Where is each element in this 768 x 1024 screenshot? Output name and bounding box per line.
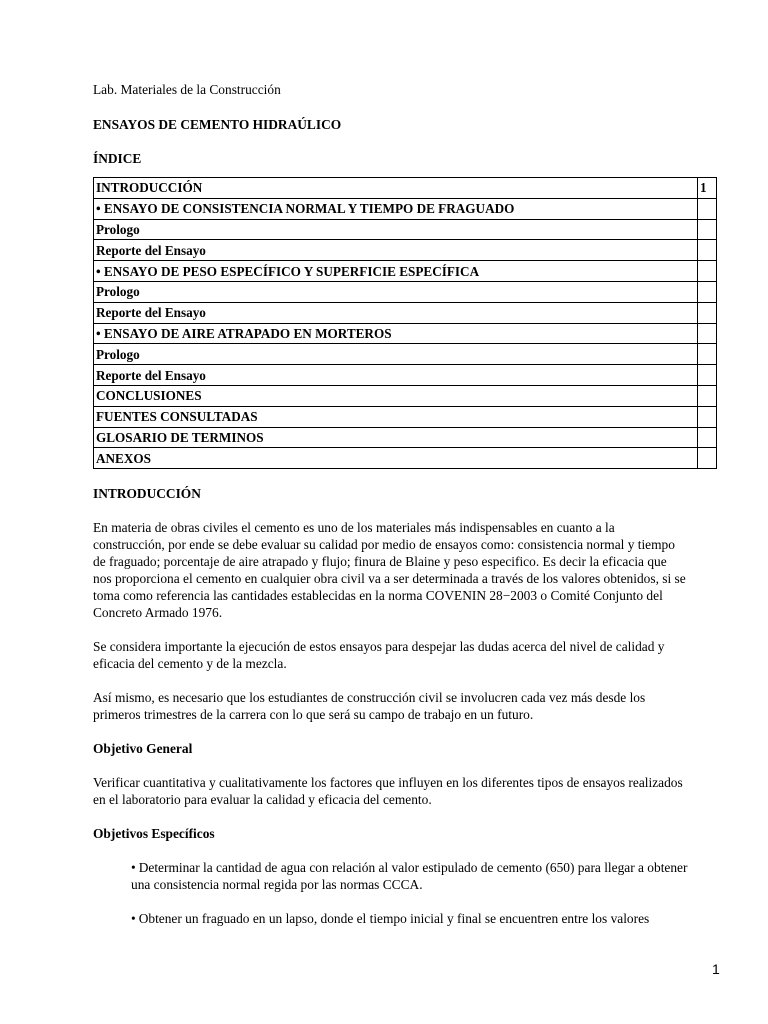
toc-entry-page (698, 281, 717, 302)
list-item (131, 859, 723, 893)
toc-row (94, 385, 717, 406)
specific-objectives-list (93, 859, 723, 927)
toc-row (94, 406, 717, 427)
list-item (131, 910, 723, 927)
toc-entry-page (698, 198, 717, 219)
toc-row (94, 178, 717, 199)
toc-row (94, 219, 717, 240)
toc-entry-page (698, 427, 717, 448)
text-line: nos proporciona el cemento en cualquier obra civil va a ser determinada a través de los valores obtenidos, si se (93, 571, 686, 587)
text-line: primeros trimestres de la carrera con lo que será su campo de trabajo en un futuro. (93, 707, 534, 723)
toc-entry-page (698, 219, 717, 240)
paragraph (93, 689, 723, 723)
toc-entry-page (698, 448, 717, 469)
text-line: Verificar cuantitativa y cualitativamente los factores que influyen en los diferentes tipos de ensayos realizados (93, 775, 683, 791)
text-line: una consistencia normal regida por las normas CCCA. (131, 877, 423, 893)
toc-entry-label: INTRODUCCIÓN (94, 178, 698, 199)
toc-entry-page (698, 365, 717, 386)
text-line (131, 859, 723, 876)
toc-row (94, 302, 717, 323)
toc-row (94, 261, 717, 282)
toc-entry-page (698, 385, 717, 406)
toc-entry-label: ANEXOS (94, 448, 698, 469)
toc-entry-page (698, 323, 717, 344)
text-line: construcción, por ende se debe evaluar su calidad por medio de ensayos como: consistencia normal y tiempo (93, 537, 675, 553)
specific-objectives-heading: Objetivos Específicos (93, 826, 215, 842)
text-line: de fraguado; porcentaje de aire atrapado y flujo; finura de Blaine y peso especifico. Es decir la eficacia que (93, 554, 667, 570)
toc-entry-label: Prologo (94, 281, 698, 302)
toc-row (94, 365, 717, 386)
text-line: Se considera importante la ejecución de estos ensayos para despejar las dudas acerca del nivel de calidad y (93, 639, 665, 655)
toc-entry-label: Prologo (94, 344, 698, 365)
paragraph (93, 774, 723, 808)
toc-entry-label: Reporte del Ensayo (94, 302, 698, 323)
text-line (131, 910, 723, 927)
toc-entry-page (698, 406, 717, 427)
document-page (93, 81, 723, 944)
toc-entry-label: CONCLUSIONES (94, 385, 698, 406)
toc-entry-label: • ENSAYO DE AIRE ATRAPADO EN MORTEROS (94, 323, 698, 344)
general-objective-heading: Objetivo General (93, 741, 193, 757)
toc-entry-label: • ENSAYO DE PESO ESPECÍFICO Y SUPERFICIE ESPECÍFICA (94, 261, 698, 282)
toc-entry-page (698, 240, 717, 261)
toc-row (94, 198, 717, 219)
toc-entry-label: Reporte del Ensayo (94, 365, 698, 386)
text-line: Así mismo, es necesario que los estudiantes de construcción civil se involucren cada vez más desde los (93, 690, 646, 706)
document-title: ENSAYOS DE CEMENTO HIDRAÚLICO (93, 117, 342, 132)
toc-entry-label: Reporte del Ensayo (94, 240, 698, 261)
toc-entry-page (698, 261, 717, 282)
lab-title: Lab. Materiales de la Construcción (93, 82, 281, 97)
bullet-icon: • (131, 911, 136, 927)
toc-entry-page: 1 (698, 178, 717, 199)
index-heading: ÍNDICE (93, 151, 142, 166)
toc-row (94, 344, 717, 365)
page-number: 1 (712, 961, 720, 977)
toc-row (94, 323, 717, 344)
toc-row (94, 427, 717, 448)
table-of-contents (93, 177, 717, 469)
text-line: toma como referencia las cantidades establecidas en la norma COVENIN 28−2003 o Comité Conjunto del (93, 588, 663, 604)
paragraph (93, 519, 723, 621)
toc-entry-label: • ENSAYO DE CONSISTENCIA NORMAL Y TIEMPO DE FRAGUADO (94, 198, 698, 219)
toc-row (94, 240, 717, 261)
paragraph (93, 638, 723, 672)
introduction-heading: INTRODUCCIÓN (93, 486, 201, 502)
toc-entry-label: Prologo (94, 219, 698, 240)
item-text: Determinar la cantidad de agua con relación al valor estipulado de cemento (650) para llegar a obtener (138, 860, 688, 876)
bullet-icon: • (131, 860, 136, 876)
text-line: En materia de obras civiles el cemento es uno de los materiales más indispensables en cuanto a la (93, 520, 615, 536)
text-line: en el laboratorio para evaluar la calidad y eficacia del cemento. (93, 792, 432, 808)
item-text: Obtener un fraguado en un lapso, donde el tiempo inicial y final se encuentren entre los valores (138, 911, 650, 927)
toc-entry-label: GLOSARIO DE TERMINOS (94, 427, 698, 448)
general-objective-body (93, 774, 723, 808)
introduction-body (93, 519, 723, 723)
text-line: eficacia del cemento y de la mezcla. (93, 656, 287, 672)
toc-row (94, 281, 717, 302)
toc-row (94, 448, 717, 469)
toc-entry-page (698, 302, 717, 323)
toc-entry-page (698, 344, 717, 365)
toc-entry-label: FUENTES CONSULTADAS (94, 406, 698, 427)
text-line: Concreto Armado 1976. (93, 605, 223, 621)
